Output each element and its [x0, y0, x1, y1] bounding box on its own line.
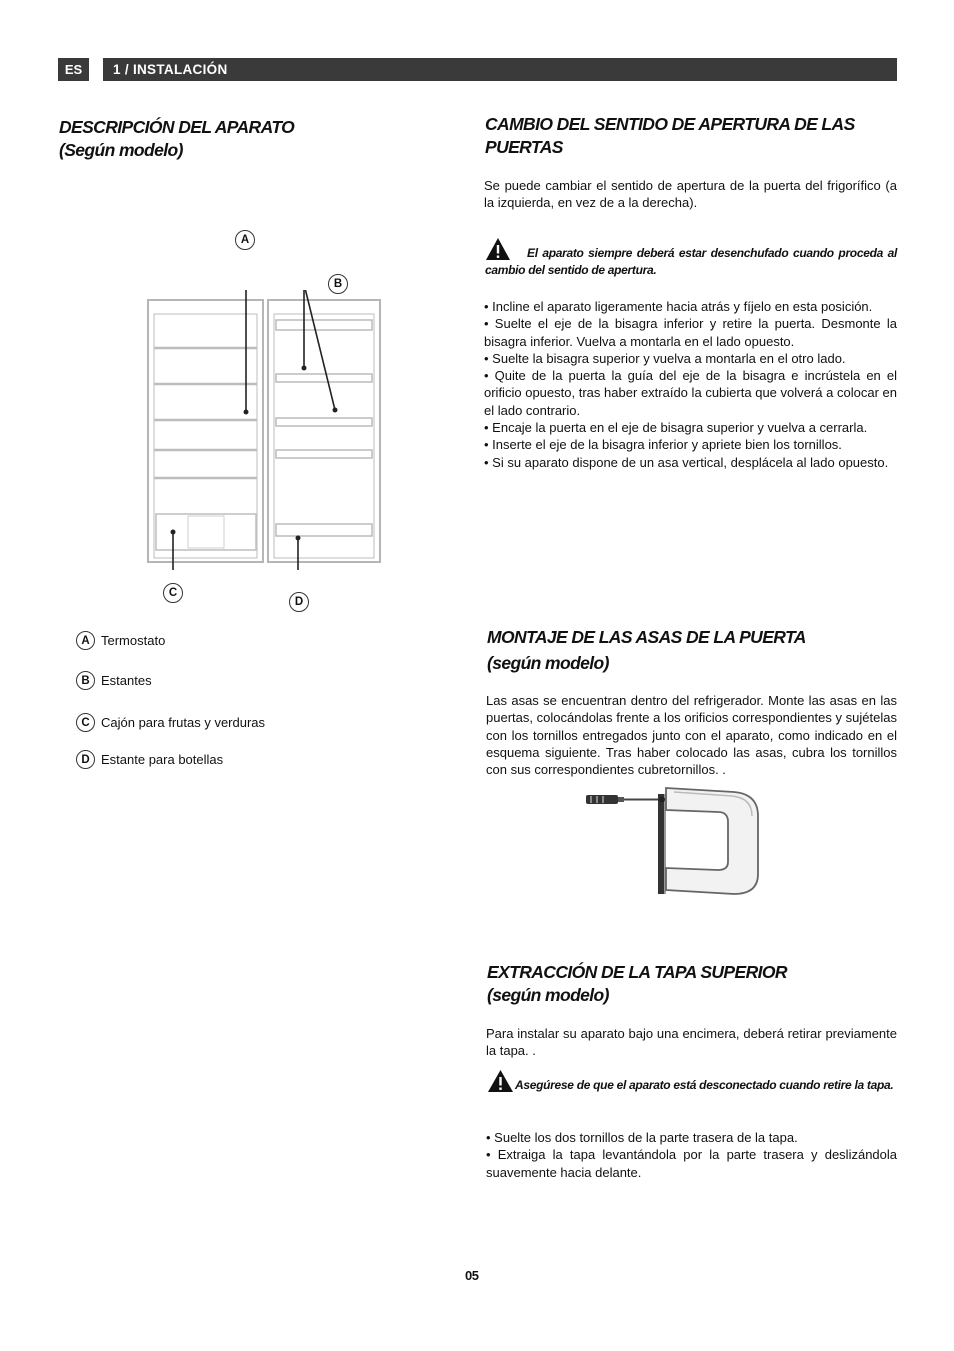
legend-key: A — [76, 631, 95, 650]
legend-text: Estantes — [101, 673, 152, 688]
door-step: • Incline el aparato ligeramente hacia atrás y fíjelo en esta posición. — [484, 299, 873, 314]
legend-text: Cajón para frutas y verduras — [101, 715, 266, 730]
door-step: • Encaje la puerta en el eje de bisagra superior y vuelva a cerrarla. — [484, 420, 868, 436]
legend-key: C — [76, 713, 95, 732]
top-cover-title: EXTRACCIÓN DE LA TAPA SUPERIOR (según modelo) — [487, 962, 787, 1005]
legend-text: Estante para botellas — [101, 752, 224, 767]
warning-icon — [487, 1069, 514, 1093]
legend-item — [76, 713, 265, 732]
section-header: 1 / INSTALACIÓN — [103, 58, 897, 81]
fridge-diagram — [140, 290, 390, 570]
top-cover-steps — [486, 1129, 897, 1181]
legend-item — [76, 750, 223, 769]
top-cover-step: • Extraiga la tapa levantándola por la parte trasera y deslizándola suavemente hacia delante. — [486, 1147, 897, 1180]
callout-b: B — [328, 274, 348, 294]
page-number: 05 — [465, 1268, 479, 1283]
description-title: DESCRIPCIÓN DEL APARATO (Según modelo) — [59, 117, 295, 160]
legend-item — [76, 631, 165, 650]
door-steps — [484, 298, 897, 471]
door-step: • Quite de la puerta la guía del eje de la bisagra e incrústela en el orificio opuesto, tras haber extraído la cubierta que volverá a colocar en el lado contrario. — [484, 368, 897, 418]
top-cover-step: • Suelte los dos tornillos de la parte trasera de la tapa. — [486, 1130, 798, 1145]
door-warning: El aparato siempre deberá estar desenchufado cuando proceda al cambio del sentido de apertura. — [485, 237, 897, 280]
door-intro: Se puede cambiar el sentido de apertura de la puerta del frigorífico (a la izquierda, en vez de a la derecha). — [484, 178, 897, 211]
legend-text: Termostato — [101, 633, 166, 648]
top-cover-warning: Asegúrese de que el aparato está desconectado cuando retire la tapa. — [487, 1069, 897, 1094]
door-step: • Inserte el eje de la bisagra inferior y apriete bien los tornillos. — [484, 437, 842, 453]
legend-key: B — [76, 671, 95, 690]
callout-d: D — [289, 592, 309, 612]
handles-text: Las asas se encuentran dentro del refrigerador. Monte las asas en las puertas, colocándolas frente a los orificios correspondientes y sujételas con los tornillos entregados junto con el aparato, como indicado en el esquema siguiente. Tras haber colocado las asas, cubra los tornillos con sus correspondientes cubretornillos. . — [486, 693, 897, 778]
door-step: • Suelte la bisagra superior y vuelva a montarla en el otro lado. — [484, 350, 846, 366]
top-cover-intro: Para instalar su aparato bajo una encimera, deberá retirar previamente la tapa. . — [486, 1026, 897, 1059]
legend-item — [76, 671, 152, 690]
door-reversal-title: CAMBIO DEL SENTIDO DE APERTURA DE LAS PUERTAS — [485, 114, 855, 157]
warning-icon — [485, 237, 511, 261]
language-badge: ES — [58, 58, 89, 81]
door-step: • Suelte el eje de la bisagra inferior y retire la puerta. Desmonte la bisagra inferior. Vuelva a montarla en el lado opuesto. — [484, 316, 897, 349]
legend-key: D — [76, 750, 95, 769]
callout-c: C — [163, 583, 183, 603]
handle-mounting-illustration — [584, 782, 764, 898]
door-step: • Si su aparato dispone de un asa vertical, desplácela al lado opuesto. — [484, 454, 889, 470]
callout-a: A — [235, 230, 255, 250]
handles-title: MONTAJE DE LAS ASAS DE LA PUERTA (según modelo) — [487, 627, 806, 673]
